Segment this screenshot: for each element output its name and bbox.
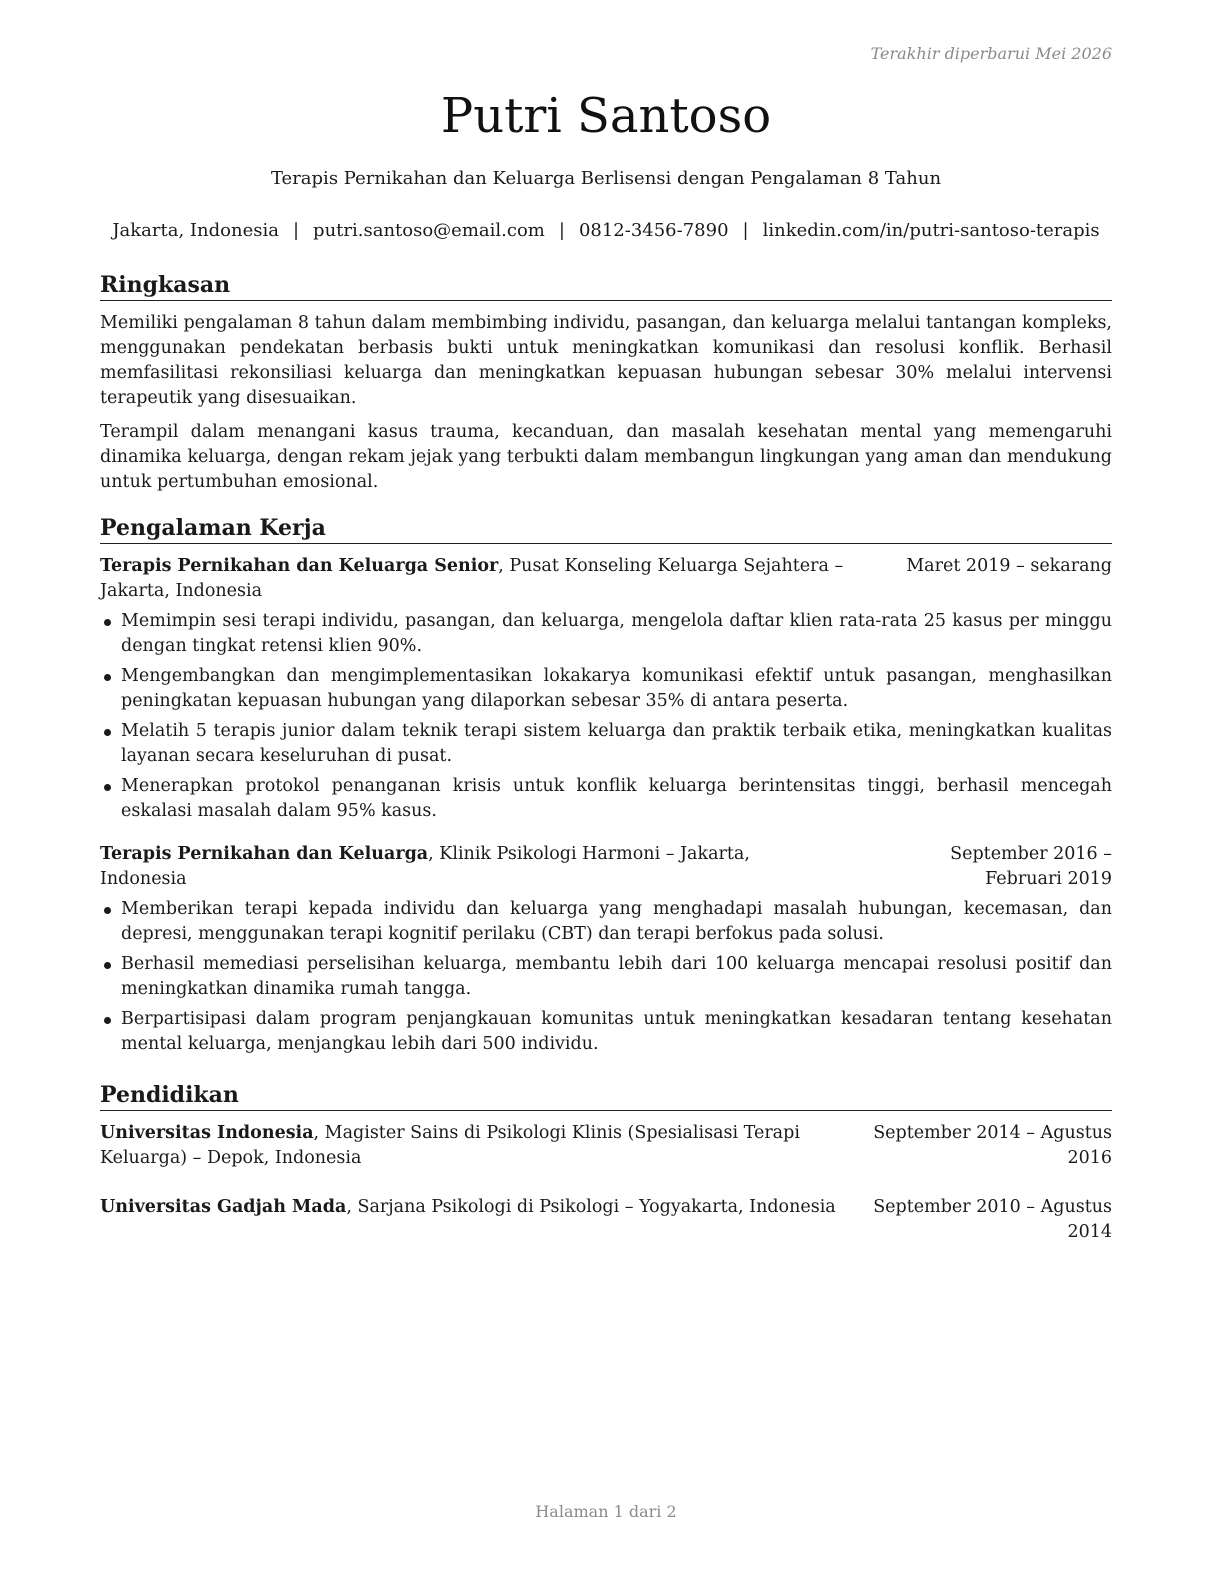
education-dates: September 2014 – Agustus 2016 [873, 1123, 1112, 1168]
job-role: Terapis Pernikahan dan Keluarga [100, 844, 429, 864]
education-title-line [100, 1195, 872, 1220]
education-title-line [100, 1121, 872, 1171]
page-number: Halaman 1 dari 2 [535, 1502, 677, 1521]
education-school: Universitas Gadjah Mada [100, 1197, 347, 1217]
job-entry [100, 554, 1112, 824]
list-item: Berhasil memediasi perselisihan keluarga, membantu lebih dari 100 keluarga mencapai resolusi positif dan meningkatkan dinamika rumah tangga. [100, 952, 1112, 1002]
education-degree: , Magister Sains di Psikologi Klinis (Spesialisasi Terapi Keluarga) – Depok, Indonesia [100, 1123, 800, 1168]
education-entry [100, 1195, 1112, 1245]
contact-line [100, 219, 1112, 243]
job-bullets [100, 897, 1112, 1057]
summary-paragraph: Memiliki pengalaman 8 tahun dalam membimbing individu, pasangan, dan keluarga melalui tantangan kompleks, menggunakan pendekatan berbasis bukti untuk meningkatkan komunikasi dan resolusi konflik. Berhasil memfasilitasi rekonsiliasi keluarga dan meningkatkan kepuasan hubungan sebesar 30% melalui intervensi terapeutik yang disesuaikan. [100, 313, 1112, 408]
experience-section [100, 513, 1112, 1062]
list-item: Memberikan terapi kepada individu dan keluarga yang menghadapi masalah hubungan, kecemasan, dan depresi, menggunakan terapi kognitif perilaku (CBT) dan terapi berfokus pada solusi. [100, 897, 1112, 947]
list-item: Menerapkan protokol penanganan krisis untuk konflik keluarga berintensitas tinggi, berhasil mencegah eskalasi masalah dalam 95% kasus. [100, 774, 1112, 824]
resume-page [100, 0, 1112, 1584]
summary-paragraph: Terampil dalam menangani kasus trauma, kecanduan, dan masalah kesehatan mental yang memengaruhi dinamika keluarga, dengan rekam jejak yang terbukti dalam membangun lingkungan yang aman dan mendukung untuk pertumbuhan emosional. [100, 422, 1112, 492]
job-role: Terapis Pernikahan dan Keluarga Senior [100, 556, 499, 576]
job-bullets [100, 609, 1112, 824]
job-header [100, 842, 1112, 892]
contact-separator: | [292, 220, 300, 241]
job-title-line [100, 554, 906, 604]
education-dates: September 2010 – Agustus 2014 [873, 1197, 1112, 1242]
job-header [100, 554, 1112, 604]
job-organization: , Pusat Konseling Keluarga Sejahtera – Jakarta, Indonesia [100, 556, 844, 601]
job-dates: September 2016 – Februari 2019 [950, 844, 1112, 889]
candidate-name: Putri Santoso [440, 88, 772, 144]
job-title-line [100, 842, 872, 892]
education-school: Universitas Indonesia [100, 1123, 314, 1143]
last-updated-note: Terakhir diperbarui Mei 2026 [870, 44, 1112, 63]
job-dates: Maret 2019 – sekarang [906, 556, 1112, 576]
education-degree: , Sarjana Psikologi di Psikologi – Yogyakarta, Indonesia [346, 1197, 836, 1217]
contact-linkedin[interactable]: linkedin.com/in/putri-santoso-terapis [762, 220, 1100, 241]
education-section [100, 1080, 1112, 1245]
job-organization: , Klinik Psikologi Harmoni – Jakarta, Indonesia [100, 844, 750, 889]
list-item: Mengembangkan dan mengimplementasikan lokakarya komunikasi efektif untuk pasangan, menghasilkan peningkatan kepuasan hubungan yang dilaporkan sebesar 35% di antara peserta. [100, 664, 1112, 714]
summary-section [100, 270, 1112, 504]
job-entry [100, 842, 1112, 1057]
contact-separator: | [558, 220, 565, 241]
contact-separator: | [742, 220, 749, 241]
contact-phone: 0812-3456-7890 [578, 220, 729, 241]
section-title: Pengalaman Kerja [100, 513, 1112, 544]
list-item: Berpartisipasi dalam program penjangkauan komunitas untuk meningkatkan kesadaran tentang kesehatan mental keluarga, menjangkau lebih dari 500 individu. [100, 1007, 1112, 1057]
tagline: Terapis Pernikahan dan Keluarga Berlisensi dengan Pengalaman 8 Tahun [270, 168, 942, 189]
section-title: Ringkasan [100, 270, 1112, 301]
list-item: Melatih 5 terapis junior dalam teknik terapi sistem keluarga dan praktik terbaik etika, meningkatkan kualitas layanan secara keseluruhan di pusat. [100, 719, 1112, 769]
education-entry [100, 1121, 1112, 1171]
contact-email[interactable]: putri.santoso@email.com [313, 220, 545, 241]
contact-location: Jakarta, Indonesia [112, 220, 279, 241]
list-item: Memimpin sesi terapi individu, pasangan, dan keluarga, mengelola daftar klien rata-rata 25 kasus per minggu dengan tingkat retensi klien 90%. [100, 609, 1112, 659]
section-title: Pendidikan [100, 1080, 1112, 1111]
